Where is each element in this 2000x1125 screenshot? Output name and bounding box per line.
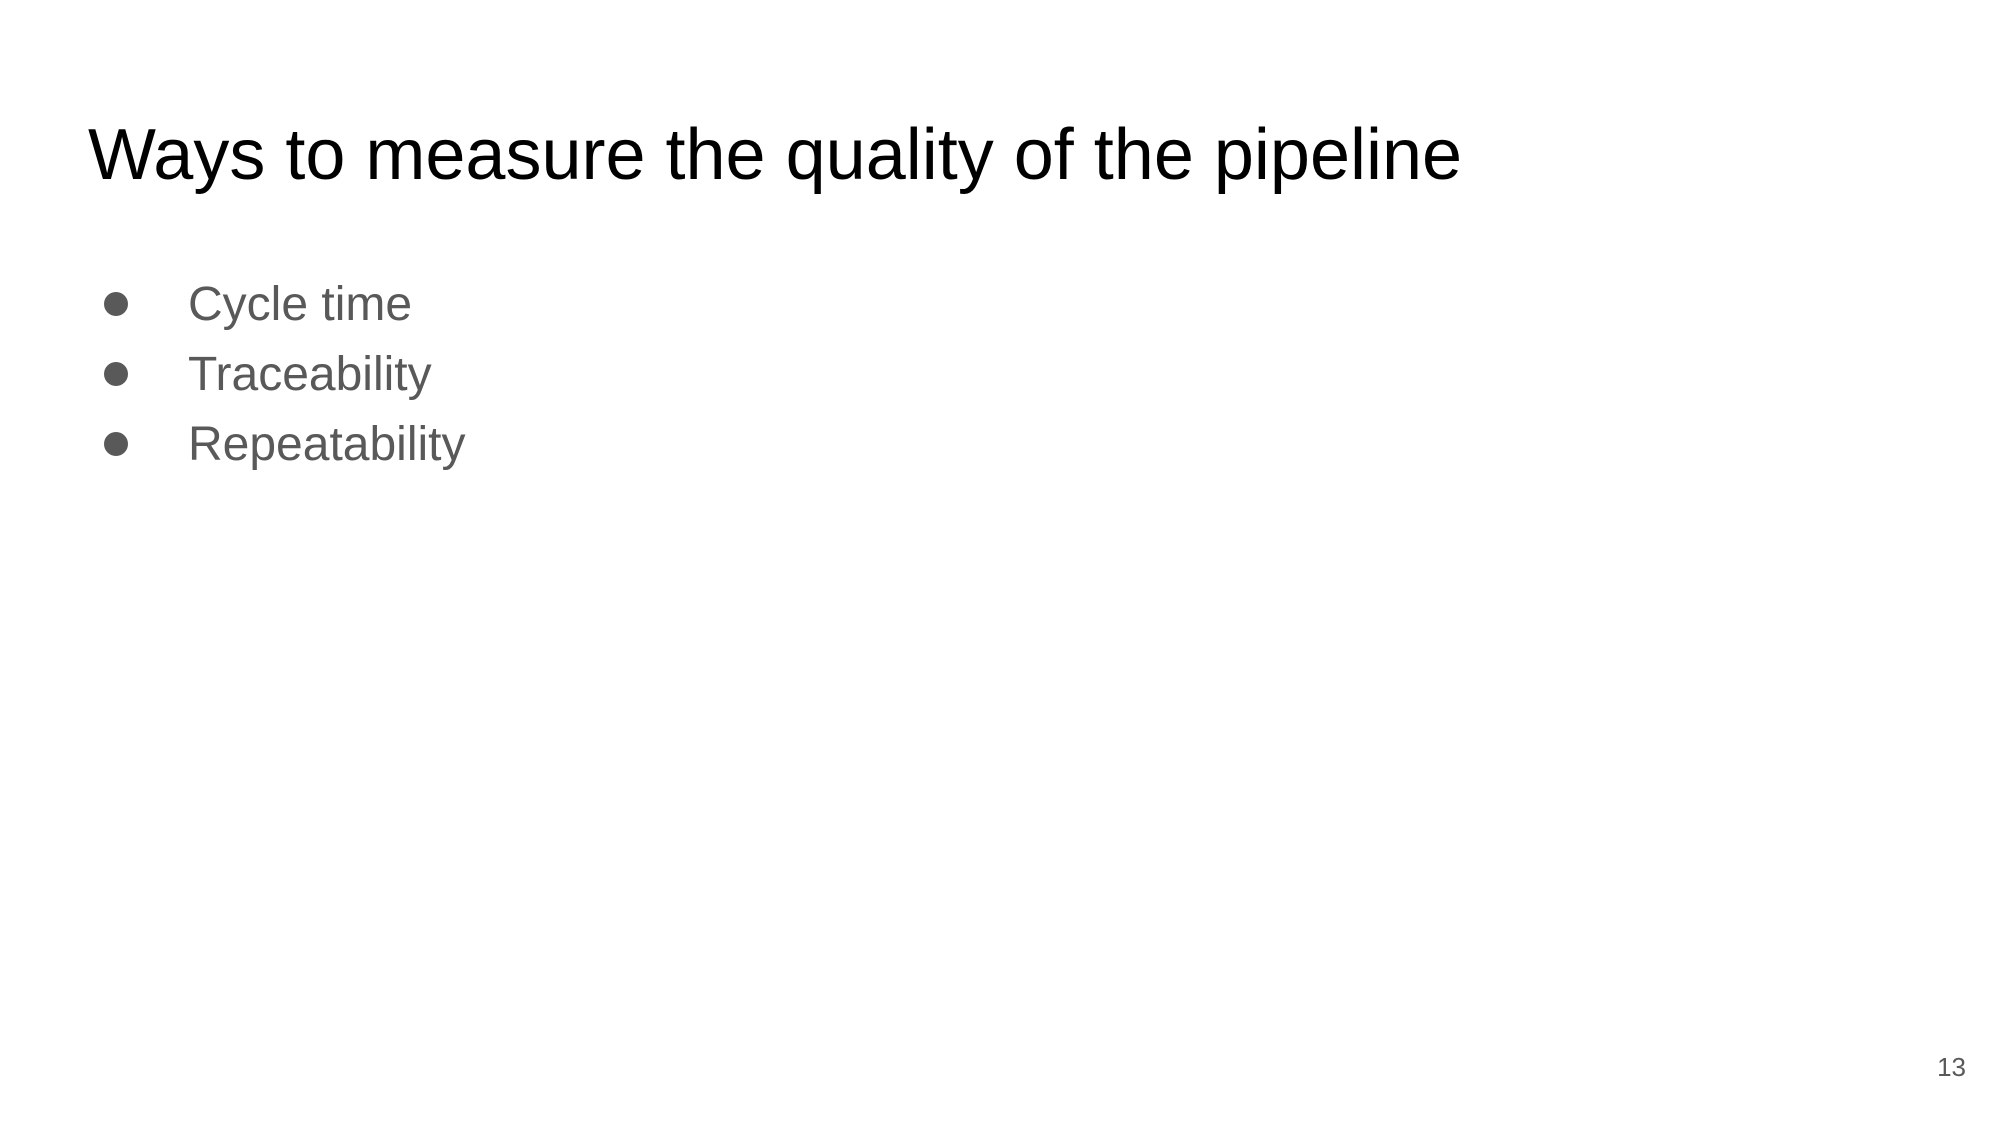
bullet-text: Repeatability — [188, 417, 466, 471]
list-item — [104, 409, 466, 479]
slide-title: Ways to measure the quality of the pipeline — [88, 115, 1463, 195]
list-item — [104, 339, 466, 409]
bullet-list — [104, 269, 466, 479]
bullet-text: Traceability — [188, 347, 432, 401]
bullet-icon — [104, 292, 128, 316]
bullet-text: Cycle time — [188, 277, 413, 331]
list-item — [104, 269, 466, 339]
page-number: 13 — [1937, 1052, 1966, 1082]
bullet-icon — [104, 362, 128, 386]
bullet-icon — [104, 432, 128, 456]
